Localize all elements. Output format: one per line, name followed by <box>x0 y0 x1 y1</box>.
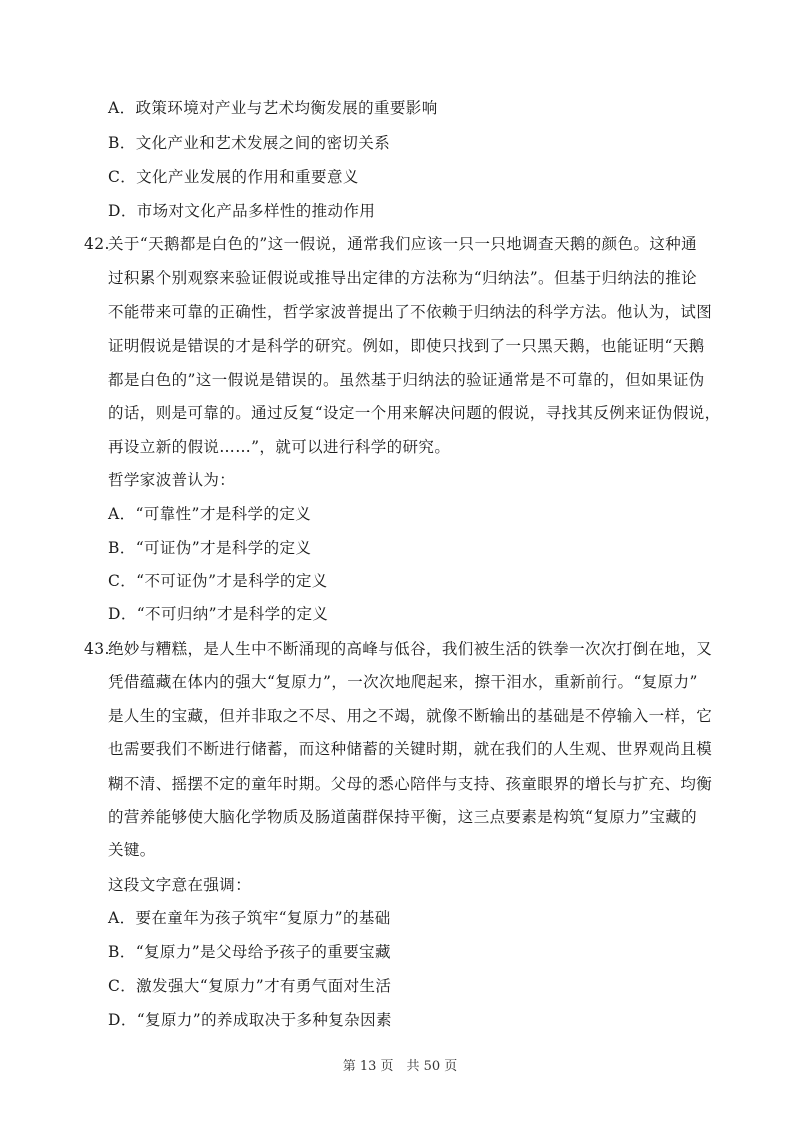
q43-text-line-6: 的营养能够使大脑化学物质及肠道菌群保持平衡，这三点要素是构筑“复原力”宝藏的 <box>108 808 698 826</box>
q42-text-line-4: 证明假说是错误的才是科学的研究。例如，即使只找到了一只黑天鹅，也能证明“天鹅 <box>108 337 705 355</box>
q43-text-line-4: 也需要我们不断进行储蓄，而这种储蓄的关键时期，就在我们的人生观、世界观尚且模 <box>108 740 713 758</box>
q43-option-c: C．激发强大“复原力”才有勇气面对生活 <box>108 977 392 995</box>
q43-text-line-2: 凭借蕴藏在体内的强大“复原力”，一次次地爬起来，擦干泪水，重新前行。“复原力” <box>108 673 698 691</box>
q42-stem: 哲学家波普认为： <box>108 471 236 489</box>
q42-option-c: C．“不可证伪”才是科学的定义 <box>108 572 328 590</box>
q43-text-line-3: 是人生的宝藏，但并非取之不尽、用之不竭，就像不断输出的基础是不停输入一样，它 <box>108 707 713 725</box>
q42-text-line-3: 不能带来可靠的正确性，哲学家波普提出了不依赖于归纳法的科学方法。他认为，试图 <box>108 303 713 321</box>
q42-option-d: D．“不可归纳”才是科学的定义 <box>108 605 329 623</box>
q43-option-b: B．“复原力”是父母给予孩子的重要宝藏 <box>108 943 391 961</box>
q41-option-a: A．政策环境对产业与艺术均衡发展的重要影响 <box>108 99 438 117</box>
q43-text-line-5: 糊不清、摇摆不定的童年时期。父母的悉心陪伴与支持、孩童眼界的增长与扩充、均衡 <box>108 775 713 793</box>
q43-option-d: D．“复原力”的养成取决于多种复杂因素 <box>108 1011 392 1029</box>
page-footer: 第 13 页 共 50 页 <box>342 1059 458 1074</box>
q43-option-a: A．要在童年为孩子筑牢“复原力”的基础 <box>108 909 391 927</box>
q42-number: 42. <box>84 235 110 253</box>
q41-option-b: B．文化产业和艺术发展之间的密切关系 <box>108 134 391 152</box>
q42-option-b: B．“可证伪”才是科学的定义 <box>108 539 312 557</box>
q43-number: 43. <box>84 640 110 658</box>
q43-text-line-1: 绝妙与糟糕，是人生中不断涌现的高峰与低谷，我们被生活的铁拳一次次打倒在地，又 <box>108 640 713 658</box>
q42-text-line-2: 过积累个别观察来验证假说或推导出定律的方法称为“归纳法”。但基于归纳法的推论 <box>108 269 698 287</box>
q42-option-a: A．“可靠性”才是科学的定义 <box>108 505 312 523</box>
q42-text-line-6: 的话，则是可靠的。通过反复“设定一个用来解决问题的假说，寻找其反例来证伪假说， <box>108 404 721 422</box>
q42-text-line-1: 关于“天鹅都是白色的”这一假说，通常我们应该一只一只地调查天鹅的颜色。这种通 <box>108 235 698 253</box>
q42-text-line-7: 再设立新的假说……”，就可以进行科学的研究。 <box>108 438 451 456</box>
q42-text-line-5: 都是白色的”这一假说是错误的。虽然基于归纳法的验证通常是不可靠的，但如果证伪 <box>108 371 705 389</box>
q43-text-line-7: 关键。 <box>108 841 156 859</box>
q41-option-d: D．市场对文化产品多样性的推动作用 <box>108 202 376 220</box>
q43-stem: 这段文字意在强调： <box>108 876 252 894</box>
q41-option-c: C．文化产业发展的作用和重要意义 <box>108 168 359 186</box>
